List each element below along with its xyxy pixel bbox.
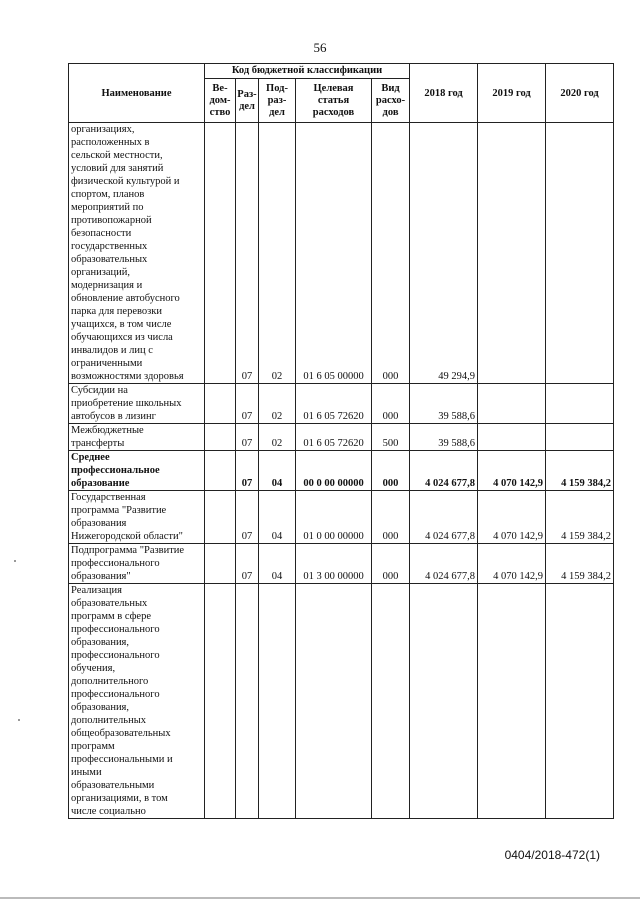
scan-speck — [18, 719, 20, 721]
cell-vid: 000 — [372, 544, 410, 584]
table-row — [69, 491, 614, 544]
header-2018: 2018 год — [410, 64, 478, 123]
cell-2020: 4 159 384,2 — [546, 451, 614, 491]
cell-name: организациях, расположенных в сельской местности, условий для занятий физической культурой и спортом, планов мероприятий по противопожарной безопасности государственных образовательных организаций, модернизация и обновление автобусного парка для перевозки учащихся, в том числе обучающихся из числа инвалидов и лиц с ограниченными возможностями здоровья — [69, 123, 205, 384]
table-row — [69, 584, 614, 819]
cell-podrazdel: 04 — [259, 451, 296, 491]
cell-vid: 000 — [372, 384, 410, 424]
cell-2020: 4 159 384,2 — [546, 491, 614, 544]
cell-name: Среднее профессиональное образование — [69, 451, 205, 491]
cell-2019: 4 070 142,9 — [478, 491, 546, 544]
cell-vid: 500 — [372, 424, 410, 451]
header-vedomstvo: Ве- дом- ство — [205, 79, 236, 123]
header-razdel: Раз- дел — [236, 79, 259, 123]
cell-name: Подпрограмма "Развитие профессионального образования" — [69, 544, 205, 584]
cell-vid: 000 — [372, 491, 410, 544]
cell-razdel: 07 — [236, 544, 259, 584]
cell-name: Государственная программа "Развитие образования Нижегородской области" — [69, 491, 205, 544]
cell-2018: 4 024 677,8 — [410, 544, 478, 584]
cell-2018: 4 024 677,8 — [410, 491, 478, 544]
cell-podrazdel — [259, 584, 296, 819]
cell-celevaya: 01 0 00 00000 — [296, 491, 372, 544]
cell-2019: 4 070 142,9 — [478, 451, 546, 491]
table-body — [69, 123, 614, 819]
header-code-group: Код бюджетной классификации — [205, 64, 410, 79]
scan-edge-line — [0, 897, 640, 899]
table-row — [69, 384, 614, 424]
cell-celevaya: 00 0 00 00000 — [296, 451, 372, 491]
cell-name: Реализация образовательных программ в сфере профессионального образования, профессионального обучения, дополнительного профессионального образования, дополнительных общеобразовательных программ профессиональными и иными образовательными организациями, в том числе социально — [69, 584, 205, 819]
cell-vid — [372, 584, 410, 819]
cell-2019: 4 070 142,9 — [478, 544, 546, 584]
cell-vedomstvo — [205, 584, 236, 819]
budget-table — [68, 63, 614, 819]
header-2020: 2020 год — [546, 64, 614, 123]
cell-name: Межбюджетные трансферты — [69, 424, 205, 451]
cell-vedomstvo — [205, 451, 236, 491]
cell-2020 — [546, 584, 614, 819]
header-podrazdel: Под- раз- дел — [259, 79, 296, 123]
cell-2018 — [410, 584, 478, 819]
cell-2018: 39 588,6 — [410, 384, 478, 424]
page-number: 56 — [313, 40, 327, 55]
cell-razdel: 07 — [236, 123, 259, 384]
cell-vedomstvo — [205, 384, 236, 424]
header-vid: Вид расхо- дов — [372, 79, 410, 123]
cell-razdel — [236, 584, 259, 819]
cell-podrazdel: 02 — [259, 123, 296, 384]
cell-2019 — [478, 123, 546, 384]
cell-podrazdel: 04 — [259, 544, 296, 584]
cell-2018: 39 588,6 — [410, 424, 478, 451]
cell-celevaya: 01 6 05 00000 — [296, 123, 372, 384]
table-row — [69, 123, 614, 384]
cell-2018: 49 294,9 — [410, 123, 478, 384]
cell-2020 — [546, 123, 614, 384]
cell-vedomstvo — [205, 123, 236, 384]
cell-podrazdel: 02 — [259, 424, 296, 451]
cell-name: Субсидии на приобретение школьных автобусов в лизинг — [69, 384, 205, 424]
cell-vid: 000 — [372, 123, 410, 384]
cell-razdel: 07 — [236, 424, 259, 451]
header-celevaya: Целевая статья расходов — [296, 79, 372, 123]
cell-vedomstvo — [205, 424, 236, 451]
table-row — [69, 451, 614, 491]
header-2019: 2019 год — [478, 64, 546, 123]
scan-speck — [14, 560, 16, 562]
cell-celevaya: 01 6 05 72620 — [296, 424, 372, 451]
cell-2019 — [478, 384, 546, 424]
header-name: Наименование — [69, 64, 205, 123]
table-row — [69, 544, 614, 584]
cell-podrazdel: 04 — [259, 491, 296, 544]
cell-2018: 4 024 677,8 — [410, 451, 478, 491]
cell-vedomstvo — [205, 491, 236, 544]
document-code: 0404/2018-472(1) — [504, 848, 600, 862]
cell-2019 — [478, 424, 546, 451]
cell-2020 — [546, 384, 614, 424]
cell-razdel: 07 — [236, 384, 259, 424]
table-row — [69, 424, 614, 451]
cell-podrazdel: 02 — [259, 384, 296, 424]
cell-celevaya: 01 6 05 72620 — [296, 384, 372, 424]
cell-razdel: 07 — [236, 491, 259, 544]
cell-celevaya — [296, 584, 372, 819]
cell-celevaya: 01 3 00 00000 — [296, 544, 372, 584]
cell-2019 — [478, 584, 546, 819]
cell-vedomstvo — [205, 544, 236, 584]
cell-2020 — [546, 424, 614, 451]
cell-razdel: 07 — [236, 451, 259, 491]
cell-2020: 4 159 384,2 — [546, 544, 614, 584]
cell-vid: 000 — [372, 451, 410, 491]
